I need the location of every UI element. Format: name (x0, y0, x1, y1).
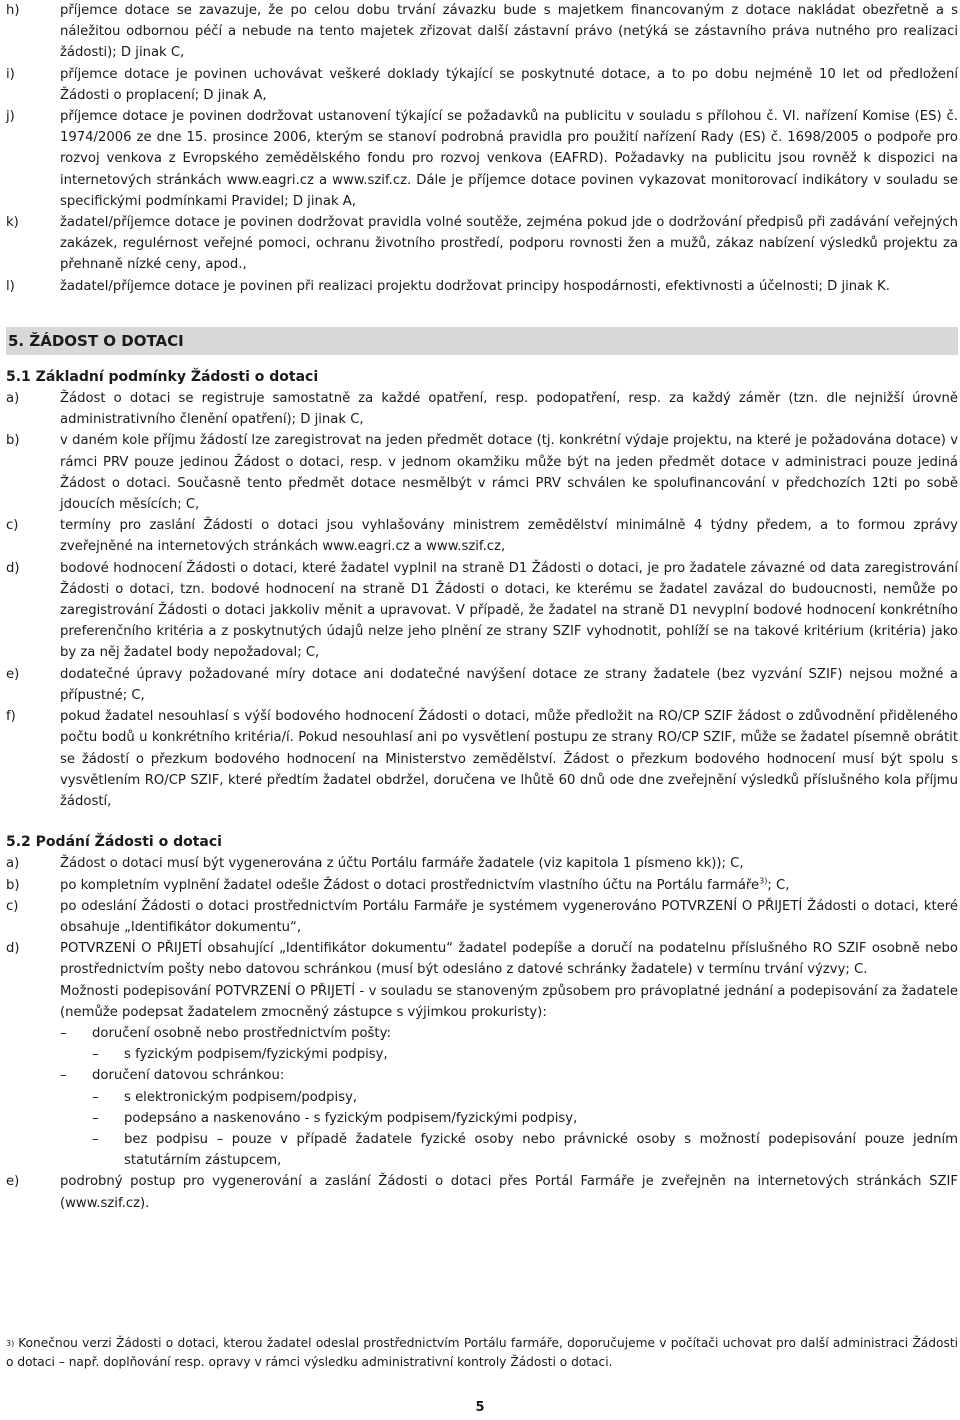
item-text: Žádost o dotaci musí být vygenerována z účtu Portálu farmáře žadatele (viz kapitola 1 písmeno kk)); C, (60, 856, 744, 872)
dash-marker: – (92, 1110, 99, 1126)
dash-marker: – (92, 1089, 99, 1105)
list-item (6, 896, 958, 938)
item-text: podrobný postup pro vygenerování a zaslání Žádosti o dotaci přes Portál Farmáře je zveřejněn na internetových stránkách SZIF (www.szif.cz). (60, 1174, 958, 1211)
item-label: a) (6, 856, 20, 872)
item-label: k) (6, 215, 19, 231)
list-item (6, 938, 958, 980)
dash-item (92, 1108, 958, 1129)
item-text: po odeslání Žádosti o dotaci prostřednictvím Portálu Farmáře je systémem vygenerováno POTVRZENÍ O PŘIJETÍ Žádosti o dotaci, které obsahuje „Identifikátor dokumentu“, (60, 898, 958, 935)
item-label: h) (6, 3, 20, 18)
footnote-mark: 3) (6, 1339, 15, 1348)
item-label: j) (6, 109, 15, 125)
list-item (6, 853, 958, 874)
list-item (6, 0, 958, 64)
item-label: b) (6, 433, 20, 449)
list-item (6, 1171, 958, 1213)
item-text: příjemce dotace se zavazuje, že po celou dobu trvání závazku bude s majetkem financovaným z dotace nakládat obezřetně a s náležitou odbornou péčí a nebude na tento majetek zřizovat další zástavní právo (netýká se zástavního práva nutného pro realizaci žádosti); D jinak C, (60, 3, 958, 61)
item-text: příjemce dotace je povinen uchovávat veškeré doklady týkající se poskytnuté dotace, a to po dobu nejméně 10 let od předložení Žádosti o proplacení; D jinak A, (60, 66, 958, 103)
list-item (6, 212, 958, 276)
list-item (6, 558, 958, 664)
item-label: b) (6, 877, 20, 893)
dash-text: doručení datovou schránkou: (92, 1068, 285, 1084)
dash-marker: – (60, 1068, 67, 1084)
dash-item (92, 1129, 958, 1171)
dash-item (92, 1044, 958, 1065)
footnote (6, 1334, 958, 1372)
item-label: f) (6, 709, 16, 725)
dash-text: doručení osobně nebo prostřednictvím pošty: (92, 1025, 391, 1041)
list-item (6, 430, 958, 515)
list-item (6, 64, 958, 106)
page-content (6, 0, 958, 1214)
dash-text: podepsáno a naskenováno - s fyzickým podpisem/fyzickými podpisy, (124, 1110, 578, 1126)
dash-text: bez podpisu – pouze v případě žadatele fyzické osoby nebo právnické osoby s možností podepisování pouze jedním statutárním zástupcem, (124, 1131, 958, 1169)
item-text: žadatel/příjemce dotace je povinen při realizaci projektu dodržovat principy hospodárnosti, efektivnosti a účelnosti; D jinak K. (60, 278, 890, 294)
item-text: dodatečné úpravy požadované míry dotace ani dodatečné navýšení dotace ze strany žadatele (bez vyzvání SZIF) nejsou možné a přípustné; C, (60, 666, 958, 703)
subsection-heading: 5.1 Základní podmínky Žádosti o dotaci (6, 368, 319, 385)
item-text: POTVRZENÍ O PŘIJETÍ obsahující „Identifikátor dokumentu“ žadatel podepíše a doručí na podatelnu příslušného RO SZIF osobně nebo prostřednictvím pošty nebo datovou schránkou (musí být odesláno z datové schránky žadatele) v termínu trvání výzvy; C. (60, 941, 958, 978)
list-item (6, 515, 958, 557)
dash-marker: – (92, 1047, 99, 1063)
list-item (6, 706, 958, 812)
item-text (60, 875, 958, 896)
list-item (6, 106, 958, 212)
list-item (6, 276, 958, 297)
footnote-reference: 3) (759, 876, 768, 886)
item-text: termíny pro zaslání Žádosti o dotaci jsou vyhlašovány ministrem zemědělství minimálně 4 týdny předem, a to formou zprávy zveřejněné na internetových stránkách www.eagri.cz a www.szif.cz, (60, 518, 958, 555)
list-item (6, 388, 958, 430)
subsection-heading: 5.2 Podání Žádosti o dotaci (6, 834, 222, 851)
item-label: e) (6, 666, 20, 682)
dash-marker: – (60, 1025, 67, 1041)
dash-item (60, 1023, 958, 1044)
item-text-part: po kompletním vyplnění žadatel odešle Žádost o dotaci prostřednictvím vlastního účtu na Portálu farmáře (60, 877, 760, 893)
item-text: pokud žadatel nesouhlasí s výší bodového hodnocení Žádosti o dotaci, může předložit na RO/CP SZIF žádost o zdůvodnění přiděleného počtu bodů u konkrétního kritéria/í. Pokud nesouhlasí ani po vysvětlení postupu ze strany RO/CP SZIF, může se žadatel písemně obrátit se žádostí o přezkum bodového hodnocení na Ministerstvo zemědělství. Žádost o přezkum bodového hodnocení musí být spolu s vysvětlením RO/CP SZIF, které předtím žadatel obdržel, doručena ve lhůtě 60 dnů ode dne zveřejnění výsledků příslušného kola příjmu žádostí, (60, 709, 958, 809)
item-label: l) (6, 278, 15, 294)
list-item (6, 664, 958, 706)
list-item (6, 875, 958, 896)
dash-item (92, 1087, 958, 1108)
dash-text: s fyzickým podpisem/fyzickými podpisy, (124, 1047, 388, 1063)
item-label: i) (6, 66, 15, 82)
item-label: c) (6, 898, 19, 914)
item-label: d) (6, 560, 20, 576)
item-text: příjemce dotace je povinen dodržovat ustanovení týkající se požadavků na publicitu v souladu s přílohou č. VI. nařízení Komise (ES) č. 1974/2006 ze dne 15. prosince 2006, kterým se stanoví podrobná pravidla pro použití nařízení Rady (ES) č. 1698/2005 o podpoře pro rozvoj venkova z Evropského zemědělského fondu pro rozvoj venkova (EAFRD). Požadavky na publicitu jsou rovněž k dispozici na internetových stránkách www.eagri.cz a www.szif.cz. Dále je příjemce dotace povinen vykazovat monitorovací indikátory v souladu se specifickými podmínkami Pravidel; D jinak A, (60, 109, 958, 209)
section-heading: 5. ŽÁDOST O DOTACI (6, 327, 958, 355)
item-text: Žádost o dotaci se registruje samostatně za každé opatření, resp. podopatření, resp. za každý záměr (tzn. dle nejnižší úrovně administrativního členění opatření); D jinak C, (60, 391, 958, 428)
page-number: 5 (475, 1400, 485, 1415)
item-text: žadatel/příjemce dotace je povinen dodržovat pravidla volné soutěže, zejména pokud jde o dodržování předpisů při zadávání veřejných zakázek, regulérnost veřejné pomoci, ochranu životního prostředí, podporu rovnosti žen a mužů, zákaz nabízení výsledků projektu za přehnaně nízké ceny, apod., (60, 215, 958, 273)
item-label: e) (6, 1174, 20, 1190)
dash-item (60, 1065, 958, 1086)
item-label: d) (6, 941, 20, 957)
item-text: bodové hodnocení Žádosti o dotaci, které žadatel vyplnil na straně D1 Žádosti o dotaci, je pro žadatele závazné od data zaregistrování Žádosti o dotaci, tzn. bodové hodnocení na straně D1 Žádosti o dotaci, ke kterému se žadatel zavázal do budoucnosti, nemůže po zaregistrování Žádosti o dotaci jakkoliv měnit a upravovat. V případě, že žadatel na straně D1 nevyplní bodové hodnocení konkrétního preferenčního kritéria a z poskytnutých údajů nelze jeho plnění ze strany SZIF vyhodnotit, pohlíží se na takové kritérium (kritéria) jako by za něj žadatel body nepožadoval; C, (60, 560, 958, 661)
dash-marker: – (92, 1131, 99, 1147)
item-label: c) (6, 518, 19, 534)
item-text: v daném kole příjmu žádostí lze zaregistrovat na jeden předmět dotace (tj. konkrétní výdaje projektu, na které je požadována dotace) v rámci PRV pouze jedinou Žádost o dotaci, resp. v jednom okamžiku může být na jeden předmět dotace v administraci pouze jediná Žádost o dotaci. Současně tento předmět dotace nesmělbýt v rámci PRV schválen ke spolufinancování v předchozích 12ti po sobě jdoucích měsících; C, (60, 433, 958, 513)
item-text-part: ; C, (767, 877, 790, 893)
dash-text: s elektronickým podpisem/podpisy, (124, 1089, 358, 1105)
signing-options-paragraph: Možnosti podepisování POTVRZENÍ O PŘIJETÍ - v souladu se stanoveným způsobem pro právoplatné jednání a podepisování za žadatele (nemůže podepsat žadatelem zmocněný zástupce s výjimkou prokuristy): (60, 983, 958, 1020)
item-label: a) (6, 391, 20, 407)
footnote-text: Konečnou verzi Žádosti o dotaci, kterou žadatel odeslal prostřednictvím Portálu farmáře, doporučujeme v počítači uchovat pro další administraci Žádosti o dotaci – např. doplňování resp. opravy v rámci výsledku administrativní kontroly Žádosti o dotaci. (6, 1336, 958, 1369)
